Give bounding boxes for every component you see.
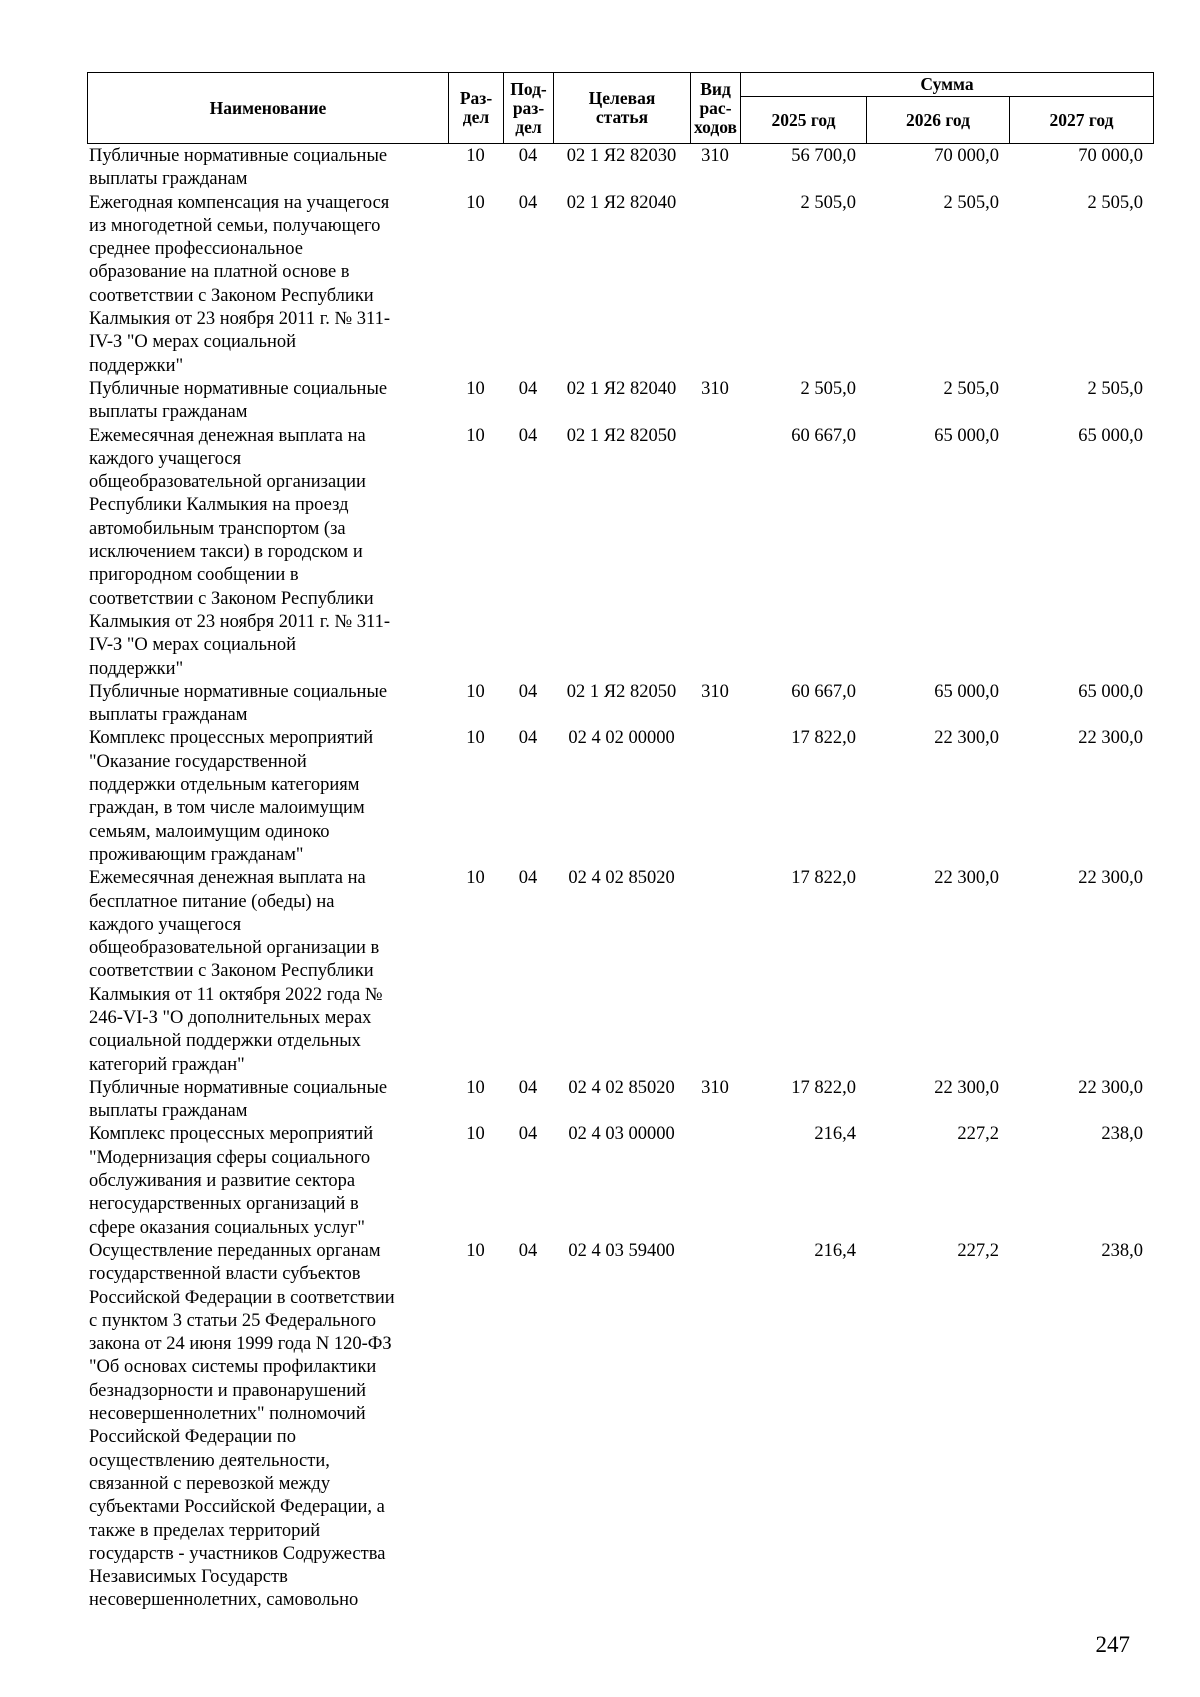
row-target: 02 1 Я2 82050 [566,681,677,702]
row-podrazdel: 04 [518,1240,538,1261]
header-2025: 2025 год [741,97,867,144]
row-amount-2026: 70 000,0 [934,146,999,166]
row-amount-2026: 65 000,0 [934,681,999,702]
row-amount-2026: 65 000,0 [934,425,999,446]
row-razdel: 10 [466,146,485,166]
page-number: 247 [1095,1632,1130,1657]
row-amount-2027: 22 300,0 [1078,868,1143,889]
row-amount-2025: 60 667,0 [791,425,856,446]
header-target: Целевая статья [554,73,691,144]
table-header [87,72,1154,144]
row-podrazdel: 04 [518,378,538,399]
header-name: Наименование [88,73,449,144]
header-razdel: Раз- дел [449,73,504,144]
row-amount-2026: 227,2 [957,1124,999,1145]
header-summa: Сумма [741,73,1154,97]
row-amount-2027: 65 000,0 [1078,681,1143,702]
row-razdel: 10 [466,1124,485,1145]
table-row [87,378,1153,425]
row-vid [690,867,740,1077]
row-amount-2027: 65 000,0 [1078,425,1143,446]
row-target: 02 4 02 00000 [568,728,675,749]
row-amount-2027: 238,0 [1101,1124,1143,1145]
row-target: 02 1 Я2 82050 [566,425,677,446]
row-amount-2025: 2 505,0 [800,378,856,399]
row-amount-2026: 227,2 [957,1240,999,1261]
row-razdel: 10 [466,378,485,399]
table-row [87,681,1153,728]
row-amount-2025: 216,4 [814,1124,856,1145]
row-amount-2025: 216,4 [814,1240,856,1261]
row-podrazdel: 04 [518,868,538,889]
row-razdel: 10 [466,728,485,749]
row-target: 02 4 02 85020 [568,1077,675,1098]
row-podrazdel: 04 [518,146,538,166]
row-razdel: 10 [466,425,485,446]
row-target: 02 4 03 00000 [568,1124,675,1145]
row-name: Ежемесячная денежная выплата на каждого учащегося общеобразовательной организации Республики Калмыкия на проезд автомобильным транспортом (за исключением такси) в городском и пригородном сообщении в соответствии с Законом Республики Калмыкия от 23 ноября 2011 г. № 311- IV-З "О мерах социальной поддержки" [89,425,390,679]
row-target: 02 4 03 59400 [568,1240,675,1261]
table-row [87,425,1153,681]
row-target: 02 4 02 85020 [568,868,675,889]
row-vid [690,1123,740,1239]
row-vid [690,727,740,867]
row-vid [690,425,740,681]
header-podrazdel: Под- раз- дел [504,73,554,144]
row-amount-2026: 22 300,0 [934,1077,999,1098]
table-row [87,1240,1153,1613]
row-target: 02 1 Я2 82030 [566,146,677,166]
row-amount-2025: 2 505,0 [800,192,856,213]
row-vid: 310 [701,681,729,702]
table-row [87,1077,1153,1124]
row-vid: 310 [701,378,729,399]
row-podrazdel: 04 [518,425,538,446]
row-amount-2026: 22 300,0 [934,868,999,889]
row-amount-2027: 2 505,0 [1087,192,1143,213]
row-name: Публичные нормативные социальные выплаты гражданам [89,378,388,423]
table-row [87,867,1153,1077]
row-amount-2025: 56 700,0 [791,146,856,166]
row-name: Публичные нормативные социальные выплаты гражданам [89,1077,388,1122]
row-amount-2026: 2 505,0 [943,192,999,213]
row-amount-2025: 17 822,0 [791,728,856,749]
row-name: Публичные нормативные социальные выплаты гражданам [89,681,388,726]
row-razdel: 10 [466,868,485,889]
table-row [87,1123,1153,1239]
budget-table [87,145,1153,1613]
row-vid: 310 [701,1077,729,1098]
row-amount-2025: 60 667,0 [791,681,856,702]
row-vid: 310 [701,146,729,166]
row-razdel: 10 [466,1077,485,1098]
header-2027: 2027 год [1010,97,1154,144]
row-amount-2026: 22 300,0 [934,728,999,749]
row-vid [690,1240,740,1613]
row-name: Комплекс процессных мероприятий "Модернизация сферы социального обслуживания и развитие сектора негосударственных организаций в сфере оказания социальных услуг" [89,1124,374,1238]
row-name: Ежегодная компенсация на учащегося из многодетной семьи, получающего среднее профессиональное образование на платной основе в соответствии с Законом Республики Калмыкия от 23 ноября 2011 г. № 311- IV-З "О мерах социальной поддержки" [89,192,390,376]
row-target: 02 1 Я2 82040 [566,192,677,213]
row-name: Публичные нормативные социальные выплаты гражданам [89,146,388,190]
row-name: Ежемесячная денежная выплата на бесплатное питание (обеды) на каждого учащегося общеобразовательной организации в соответствии с Законом Республики Калмыкия от 11 октября 2022 года № 246-VI-З "О дополнительных мерах социальной поддержки отдельных категорий граждан" [89,868,383,1075]
header-vid: Вид рас- ходов [691,73,741,144]
table-row [87,727,1153,867]
row-amount-2027: 238,0 [1101,1240,1143,1261]
row-amount-2026: 2 505,0 [943,378,999,399]
row-amount-2025: 17 822,0 [791,1077,856,1098]
header-2026: 2026 год [867,97,1010,144]
row-amount-2027: 22 300,0 [1078,1077,1143,1098]
row-amount-2027: 22 300,0 [1078,728,1143,749]
row-razdel: 10 [466,192,485,213]
row-podrazdel: 04 [518,681,538,702]
row-amount-2027: 70 000,0 [1078,146,1143,166]
row-podrazdel: 04 [518,728,538,749]
row-razdel: 10 [466,1240,485,1261]
row-name: Комплекс процессных мероприятий "Оказание государственной поддержки отдельным категориям граждан, в том числе малоимущим семьям, малоимущим одиноко проживающим гражданам" [89,728,374,865]
row-name: Осуществление переданных органам государственной власти субъектов Российской Федерации в соответствии с пунктом 3 статьи 25 Федерального закона от 24 июня 1999 года N 120-ФЗ "Об основах системы профилактики безнадзорности и правонарушений несовершеннолетних" полномочий Российской Федерации по осуществлению деятельности, связанной с перевозкой между субъектами Российской Федерации, а также в пределах территорий государств - участников Содружества Независимых Государств несовершеннолетних, самовольно [89,1240,395,1611]
row-podrazdel: 04 [518,192,538,213]
row-target: 02 1 Я2 82040 [566,378,677,399]
row-amount-2025: 17 822,0 [791,868,856,889]
row-amount-2027: 2 505,0 [1087,378,1143,399]
row-vid [690,192,740,378]
row-podrazdel: 04 [518,1077,538,1098]
row-podrazdel: 04 [518,1124,538,1145]
table-row [87,145,1153,192]
row-razdel: 10 [466,681,485,702]
table-row [87,192,1153,378]
